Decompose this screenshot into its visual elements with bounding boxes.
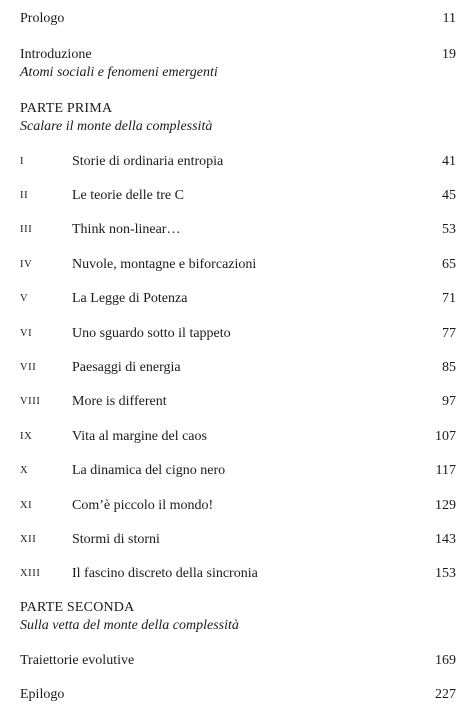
chapter-page-number: 129 bbox=[435, 498, 456, 513]
toc-chapter[interactable] bbox=[20, 532, 456, 550]
toc-chapter[interactable] bbox=[20, 188, 456, 206]
chapter-page-number: 45 bbox=[442, 188, 456, 203]
part-label: PARTE PRIMA bbox=[20, 101, 113, 116]
entry-subtitle: Atomi sociali e fenomeni emergenti bbox=[20, 65, 218, 80]
chapter-number: II bbox=[20, 190, 29, 201]
chapter-page-number: 41 bbox=[442, 154, 456, 169]
chapter-title: Nuvole, montagne e biforcazioni bbox=[72, 257, 257, 272]
entry-title: Traiettorie evolutive bbox=[20, 653, 135, 668]
chapter-page-number: 77 bbox=[442, 326, 456, 341]
chapter-page-number: 53 bbox=[442, 222, 456, 237]
chapter-number: IX bbox=[20, 431, 33, 442]
entry-title: Epilogo bbox=[20, 687, 65, 702]
entry-page-number: 227 bbox=[435, 687, 456, 702]
chapter-page-number: 65 bbox=[442, 257, 456, 272]
toc-entry-traiettorie[interactable] bbox=[20, 653, 456, 671]
toc-chapter[interactable] bbox=[20, 291, 456, 309]
chapter-title: Il fascino discreto della sincronia bbox=[72, 566, 258, 581]
entry-page-number: 11 bbox=[442, 11, 456, 26]
chapter-title: La dinamica del cigno nero bbox=[72, 463, 226, 478]
chapter-page-number: 117 bbox=[435, 463, 456, 478]
chapter-title: Le teorie delle tre C bbox=[72, 188, 184, 203]
chapter-number: VIII bbox=[20, 396, 41, 407]
toc-chapter[interactable] bbox=[20, 463, 456, 481]
toc-entry-prologo[interactable] bbox=[20, 11, 456, 29]
chapter-number: XIII bbox=[20, 568, 41, 579]
chapter-number: V bbox=[20, 293, 29, 304]
chapter-page-number: 85 bbox=[442, 360, 456, 375]
chapter-number: XI bbox=[20, 500, 33, 511]
toc-chapter[interactable] bbox=[20, 498, 456, 516]
part-subtitle: Sulla vetta del monte della complessità bbox=[20, 618, 239, 633]
toc-chapter[interactable] bbox=[20, 394, 456, 412]
chapter-title: More is different bbox=[72, 394, 167, 409]
entry-page-number: 19 bbox=[442, 47, 456, 62]
chapter-title: Com’è piccolo il mondo! bbox=[72, 498, 214, 513]
chapter-title: Uno sguardo sotto il tappeto bbox=[72, 326, 231, 341]
part-heading-seconda bbox=[20, 600, 456, 636]
chapter-number: VI bbox=[20, 328, 33, 339]
chapter-title: Paesaggi di energia bbox=[72, 360, 181, 375]
entry-title: Introduzione bbox=[20, 47, 92, 62]
toc-entry-epilogo[interactable] bbox=[20, 687, 456, 705]
part-heading-prima bbox=[20, 101, 456, 137]
part-label: PARTE SECONDA bbox=[20, 600, 135, 615]
chapter-page-number: 143 bbox=[435, 532, 456, 547]
part-subtitle: Scalare il monte della complessità bbox=[20, 119, 213, 134]
entry-title: Prologo bbox=[20, 11, 65, 26]
toc-entry-introduzione[interactable] bbox=[20, 47, 456, 83]
chapter-page-number: 107 bbox=[435, 429, 456, 444]
entry-page-number: 169 bbox=[435, 653, 456, 668]
toc-chapter[interactable] bbox=[20, 257, 456, 275]
chapter-title: La Legge di Potenza bbox=[72, 291, 188, 306]
toc-chapter[interactable] bbox=[20, 429, 456, 447]
chapter-number: VII bbox=[20, 362, 37, 373]
chapter-number: X bbox=[20, 465, 29, 476]
toc-chapter[interactable] bbox=[20, 154, 456, 172]
chapter-title: Stormi di storni bbox=[72, 532, 160, 547]
chapter-title: Think non-linear… bbox=[72, 222, 181, 237]
chapter-page-number: 153 bbox=[435, 566, 456, 581]
chapter-page-number: 71 bbox=[442, 291, 456, 306]
toc-chapter[interactable] bbox=[20, 566, 456, 584]
chapter-number: I bbox=[20, 156, 25, 167]
toc-chapter[interactable] bbox=[20, 222, 456, 240]
chapter-number: III bbox=[20, 224, 33, 235]
toc-chapter[interactable] bbox=[20, 326, 456, 344]
chapter-number: XII bbox=[20, 534, 37, 545]
chapter-title: Vita al margine del caos bbox=[72, 429, 207, 444]
chapter-number: IV bbox=[20, 259, 33, 270]
chapter-title: Storie di ordinaria entropia bbox=[72, 154, 224, 169]
toc-chapter[interactable] bbox=[20, 360, 456, 378]
chapter-page-number: 97 bbox=[442, 394, 456, 409]
